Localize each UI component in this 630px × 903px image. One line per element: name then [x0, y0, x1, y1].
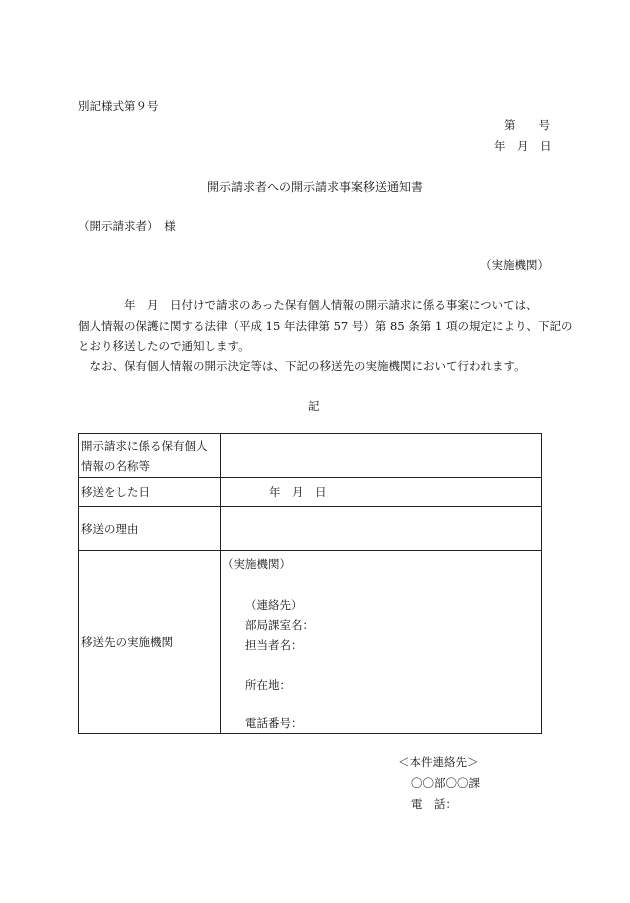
body-line-2: 個人情報の保護に関する法律（平成 15 年法律第 57 号）第 85 条第 1 項の規定により、下記の: [78, 319, 573, 333]
transfer-details-table: [78, 433, 542, 734]
row4-label: 移送先の実施機関: [79, 551, 221, 734]
addressee: （開示請求者） 様: [78, 219, 176, 233]
row3-label: 移送の理由: [79, 507, 221, 551]
row4-value-cell: [221, 551, 542, 734]
form-number: 別記様式第９号: [78, 99, 159, 113]
row1-label-b: 情報の名称等: [81, 458, 150, 473]
row4-agency: （実施機関）: [222, 557, 291, 571]
document-number: 第 号: [504, 118, 550, 132]
table-row: [79, 478, 542, 507]
table-value-cell: [221, 434, 542, 478]
row4-address: 所在地：: [245, 678, 291, 692]
body-line-1: 年 月 日付けで請求のあった保有個人情報の開示請求に係る事案については、: [78, 298, 538, 312]
document-date: 年 月 日: [494, 139, 552, 153]
row4-contact: （連絡先）: [245, 598, 303, 612]
row2-label: 移送をした日: [79, 478, 221, 507]
row4-phone: 電話番号：: [245, 716, 303, 730]
page-title: 開示請求者への開示請求事案移送通知書: [206, 180, 423, 194]
table-row: [79, 507, 542, 551]
body-line-3: とおり移送したので通知します。: [78, 339, 250, 353]
row2-value-cell: [221, 478, 542, 507]
table-row: [79, 434, 542, 478]
row4-dept: 部局課室名：: [245, 618, 314, 632]
issuing-agency: （実施機関）: [480, 258, 549, 272]
row1-label-a: 開示請求に係る保有個人: [81, 438, 208, 453]
contact-dept: 〇〇部〇〇課: [411, 776, 480, 790]
contact-phone: 電 話：: [411, 797, 457, 811]
table-value-cell: [221, 507, 542, 551]
table-label-cell: [79, 434, 221, 478]
table-row: [79, 551, 542, 734]
ki-marker: 記: [308, 399, 320, 413]
row2-value: 年 月 日: [269, 485, 327, 499]
body-line-4: なお、保有個人情報の開示決定等は、下記の移送先の実施機関において行われます。: [78, 359, 526, 373]
contact-heading: ＜本件連絡先＞: [398, 755, 479, 769]
row4-person: 担当者名：: [245, 638, 303, 652]
